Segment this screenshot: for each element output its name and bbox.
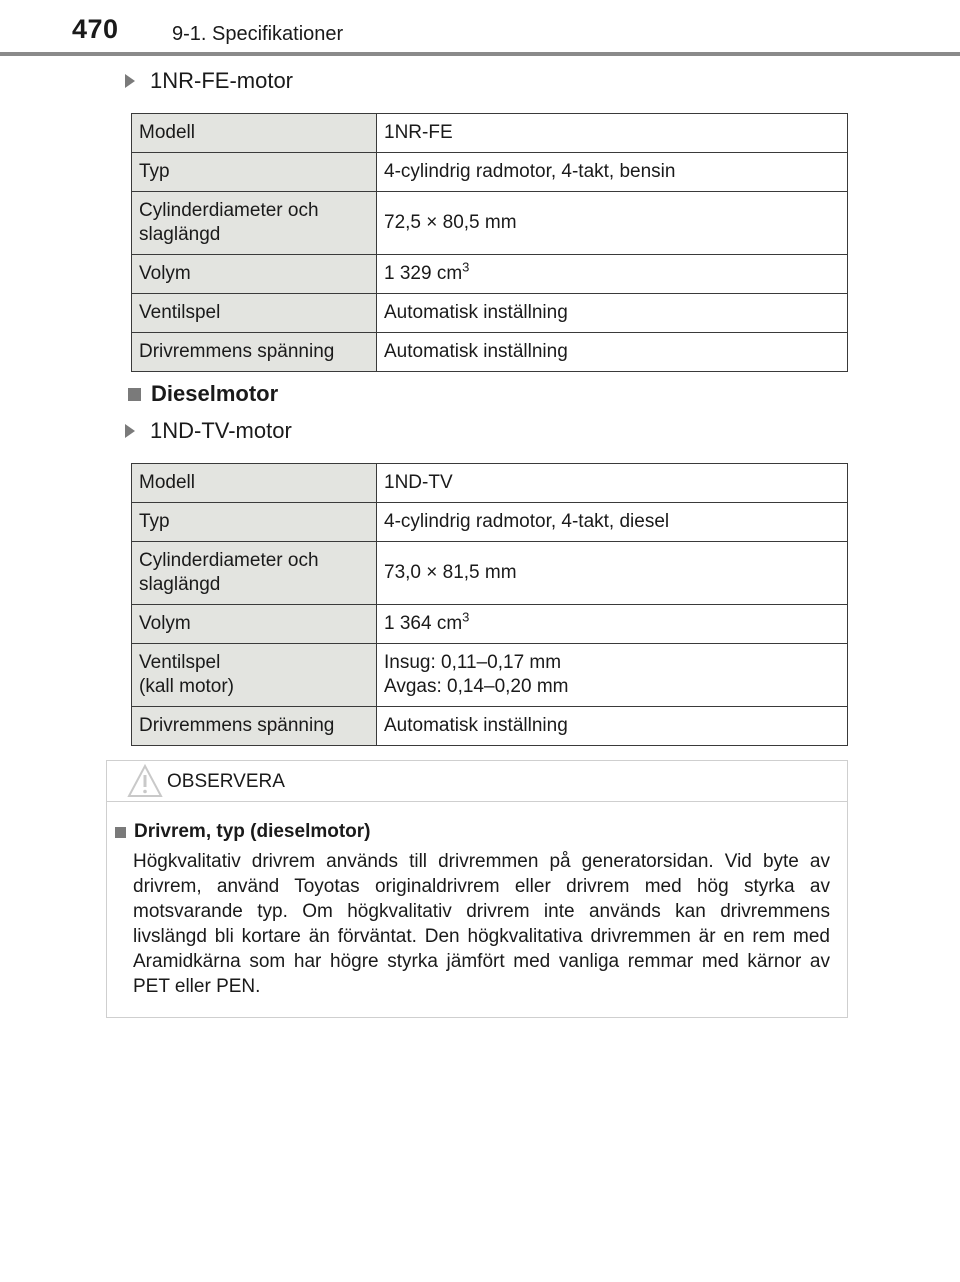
spec-value: 1ND-TV — [377, 464, 848, 503]
spec-key: Modell — [132, 114, 377, 153]
superscript: 3 — [462, 609, 470, 625]
spec-key: Ventilspel — [132, 294, 377, 333]
spec-value — [377, 644, 848, 707]
spec-key: Drivremmens spänning — [132, 333, 377, 372]
spec-key: Drivremmens spänning — [132, 707, 377, 746]
spec-key — [132, 192, 377, 255]
spec-value: 1NR-FE — [377, 114, 848, 153]
table-row — [132, 542, 848, 605]
diesel-heading-text: Dieselmotor — [151, 381, 279, 406]
spec-key-line: Ventilspel — [139, 652, 221, 673]
spec-value — [377, 605, 848, 644]
spec-value: Automatisk inställning — [377, 333, 848, 372]
spec-key-line: (kall motor) — [139, 676, 235, 697]
table-row — [132, 605, 848, 644]
table-row — [132, 255, 848, 294]
notice-subheading — [115, 821, 371, 843]
table-row — [132, 192, 848, 255]
spec-key: Typ — [132, 153, 377, 192]
spec-value: 73,0 × 81,5 mm — [377, 542, 848, 605]
spec-key: Modell — [132, 464, 377, 503]
spec-value-line: Avgas: 0,14–0,20 mm — [384, 676, 569, 697]
superscript: 3 — [462, 259, 470, 275]
spec-value-text: 1 329 cm — [384, 263, 463, 284]
notice-body: Högkvalitativ drivrem används till drivremmen på generatorsidan. Vid byte av drivrem, använd Toyotas originaldrivrem eller drivrem med hög styrka av motsvarande typ. Om högkvalitativ drivrem inte används kan drivremmens livslängd bli kortare än förväntat. Den högkvalitativa drivremmen är en rem med Aramidkärna som har högre styrka jämfört med vanliga remmar med kärnor av PET eller PEN. — [133, 851, 830, 997]
engine1-subheading — [125, 68, 293, 94]
table-row — [132, 503, 848, 542]
spec-key-line: Cylinderdiameter och — [139, 550, 319, 571]
notice-box — [106, 760, 848, 1018]
page-number: 470 — [72, 14, 119, 44]
square-bullet-icon — [115, 827, 126, 838]
spec-value-line: Insug: 0,11–0,17 mm — [384, 652, 562, 673]
notice-subheading-text: Drivrem, typ (dieselmotor) — [134, 821, 371, 842]
engine1-subheading-text: 1NR-FE-motor — [150, 68, 294, 93]
engine1-spec-table — [131, 113, 848, 372]
spec-value — [377, 255, 848, 294]
spec-value: 4-cylindrig radmotor, 4-takt, diesel — [377, 503, 848, 542]
diesel-spec-table — [131, 463, 848, 746]
square-bullet-icon — [128, 388, 141, 401]
spec-value: Automatisk inställning — [377, 294, 848, 333]
spec-key: Volym — [132, 255, 377, 294]
triangle-bullet-icon — [125, 424, 135, 438]
diesel-subheading-text: 1ND-TV-motor — [150, 418, 292, 443]
table-row — [132, 333, 848, 372]
table-row — [132, 464, 848, 503]
diesel-subheading — [125, 418, 292, 444]
section-title: 9-1. Specifikationer — [172, 23, 344, 45]
spec-value: Automatisk inställning — [377, 707, 848, 746]
notice-header — [107, 761, 847, 802]
spec-key-line: slaglängd — [139, 574, 221, 595]
spec-key — [132, 542, 377, 605]
page-header — [0, 0, 960, 58]
table-row — [132, 114, 848, 153]
spec-value: 72,5 × 80,5 mm — [377, 192, 848, 255]
table-row — [132, 294, 848, 333]
diesel-heading — [128, 381, 278, 407]
spec-key-line: Cylinderdiameter och — [139, 200, 319, 221]
spec-key-line: slaglängd — [139, 224, 221, 245]
spec-value-text: 1 364 cm — [384, 613, 463, 634]
spec-key: Typ — [132, 503, 377, 542]
triangle-bullet-icon — [125, 74, 135, 88]
spec-key: Volym — [132, 605, 377, 644]
notice-title: OBSERVERA — [167, 771, 285, 792]
spec-key — [132, 644, 377, 707]
table-row — [132, 153, 848, 192]
table-row — [132, 644, 848, 707]
table-row — [132, 707, 848, 746]
header-divider — [0, 52, 960, 56]
spec-value: 4-cylindrig radmotor, 4-takt, bensin — [377, 153, 848, 192]
warning-triangle-icon — [127, 764, 163, 803]
